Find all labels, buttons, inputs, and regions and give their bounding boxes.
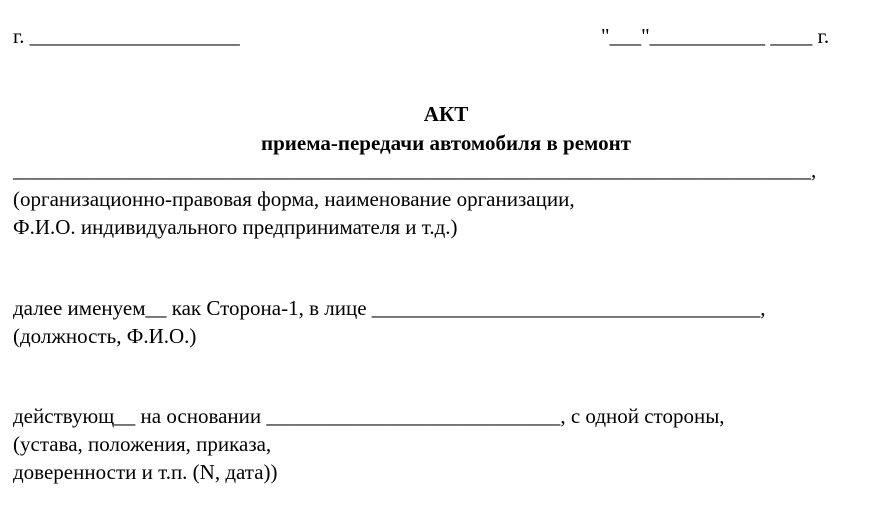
date-line: "___"___________ ____ г. [601, 24, 830, 48]
representative-hint: (должность, Ф.И.О.) [13, 324, 197, 348]
document-title: АКТ [423, 102, 469, 126]
organization-blank-line: ____________________________________________________________________________, [13, 158, 817, 182]
document-subtitle: приема-передачи автомобиля в ремонт [261, 131, 631, 155]
city-line: г. ____________________ [13, 24, 240, 48]
basis-hint-line-1: (устава, положения, приказа, [13, 432, 272, 456]
organization-hint-line-2: Ф.И.О. индивидуального предпринимателя и т.д.) [13, 215, 458, 239]
organization-hint-line-1: (организационно-правовая форма, наименование организации, [13, 187, 575, 211]
representative-line: далее именуем__ как Сторона-1, в лице _____________________________________, [13, 296, 766, 320]
basis-hint-line-2: доверенности и т.п. (N, дата)) [13, 460, 278, 484]
basis-line: действующ__ на основании ____________________________, с одной стороны, [13, 404, 725, 428]
